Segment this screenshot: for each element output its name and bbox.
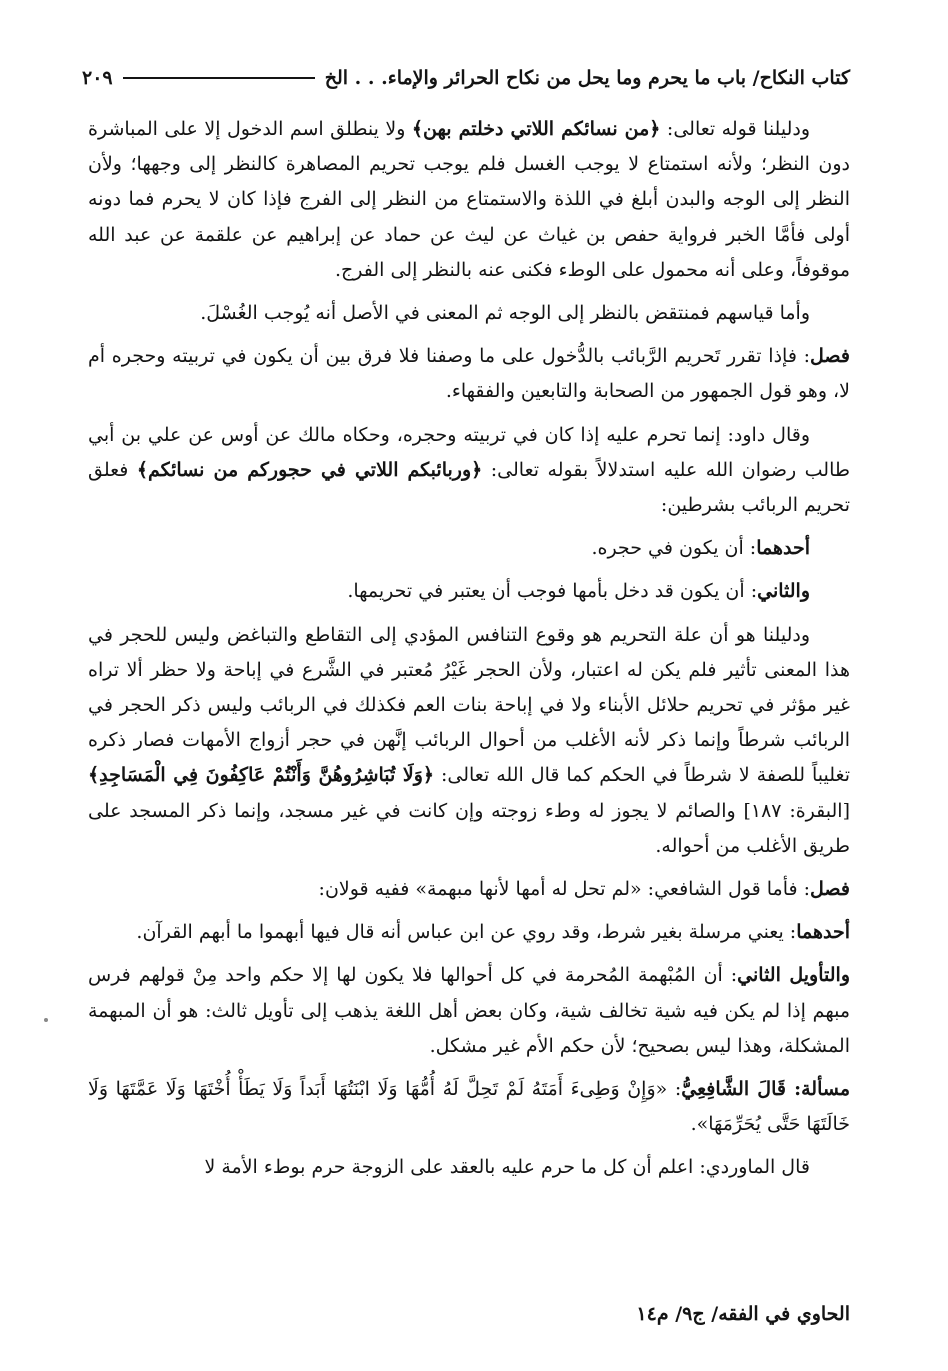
paragraph <box>88 958 850 1064</box>
text-run: : فأما قول الشافعي: «لم تحل له أمها لأنها مبهمة» ففيه قولان: <box>318 878 811 901</box>
bold-text: أحدهما <box>796 921 850 944</box>
bold-text: والتأويل الثاني <box>737 964 850 987</box>
paragraph <box>88 1072 850 1142</box>
bold-text: أحدهما <box>756 537 810 560</box>
bold-text: فصل <box>810 345 850 368</box>
text-run: : أن يكون في حجره. <box>591 537 757 560</box>
text-run: ولا ينطلق اسم الدخول إلا على المباشرة دون النظر؛ ولأنه استمتاع لا يوجب الغسل فلم يوجب تحريم المصاهرة كالنظر إلى وجهها؛ ولأن النظر إلى الوجه والبدن أبلغ في اللذة والاستمتاع من النظر إلى الفرج فإذا كان لا يحرم فما دونه أولى فأمَّا الخبر فرواية حفص بن غياث عن ليث عن حماد عن إبراهيم عن علقمة عن عبد الله موقوفاً، وعلى أنه محمول على الوطء فكنى عنه بالنظر إلى الفرج. <box>88 118 850 281</box>
text-run: ودليلنا هو أن علة التحريم هو وقوع التنافس المؤدي إلى التقاطع والتباغض وليس للحجر في هذا المعنى تأثير فلم يكن له اعتبار، ولأن الحجر غَيْرُ مُعتبر في الشَّرع في إباحة ولا حظر ألا تراه غير مؤثر في تحريم حلائل الأبناء ولا في إباحة بنات العم فكذلك في الربائب وليس ذكر الحجر في الربائب شرطاً وإنما ذكر لأنه الأغلب من أحوال الربائب إنَّهن في حجر أزواج الأمهات فصار ذكره تغليباً للصفة لا شرطاً في الحكم كما قال الله تعالى: <box>88 623 850 787</box>
text-run: وأما قياسهم فمنتقض بالنظر إلى الوجه ثم المعنى في الأصل أنه يُوجب الغُسْلَ. <box>200 302 810 325</box>
text-run: : أن المُبْهمة المُحرمة في كل أحوالها فلا يكون لها إلا حكم واحد مِنْ قولهم فرس مبهم إذا لم يكن فيه شية تخالف شية، وكان بعض أهل اللغة يذهب إلى تأويل ثالث: هو أن المبهمة المشكلة، وهذا ليس بصحيح؛ لأن حكم الأم غير مشكل. <box>88 964 850 1057</box>
paragraph <box>88 339 850 409</box>
bold-text: ﴿من نسائكم اللاتي دخلتم بهن﴾ <box>411 118 661 140</box>
text-run: : «وَإِنْ وَطِىءَ أَمَتَهُ لَمْ تَحِلَّ لَهُ أُمُّهَا وَلَا ابْنَتُهَا أَبَداً وَلَا يَطَأْ أُخْتَهَا وَلَا عَمَّتَهَا وَلَا خَالَتَهَا حَتَّى يُحَرِّمَهَا». <box>88 1078 850 1136</box>
paragraph <box>88 872 850 907</box>
body-text <box>88 112 850 1194</box>
text-run: : يعني مرسلة بغير شرط، وقد روي عن ابن عباس أنه قال فيها أبهموا ما أبهم القرآن. <box>136 921 797 944</box>
bold-text: ﴿وَلَا تُبَاشِرُوهُنَّ وَأَنْتُمْ عَاكِفُونَ فِي الْمَسَاجِدِ﴾ <box>88 764 435 787</box>
text-run: قال الماوردي: اعلم أن كل ما حرم عليه بالعقد على الزوجة حرم بوطء الأمة لا <box>204 1156 810 1179</box>
text-run: : فإذا تقرر تَحريم الرَّبائب بالدُّخول على ما وصفنا فلا فرق بين أن يكون في تربيته وحجره أم لا، وهو قول الجمهور من الصحابة والتابعين والفقهاء. <box>88 345 850 403</box>
text-run: ودليلنا قوله تعالى: <box>660 118 811 140</box>
paragraph <box>88 418 850 524</box>
paragraph <box>88 618 850 864</box>
paragraph <box>88 915 850 950</box>
bold-text: مسألة: <box>785 1078 850 1101</box>
text-run: وقال داود: إنما تحرم عليه إذا كان في تربيته وحجره، وحكاه مالك عن أوس عن علي بن أبي طالب رضوان الله عليه استدلالاً بقوله تعالى: <box>88 423 850 481</box>
text-run: : أن يكون قد دخل بأمها فوجب أن يعتبر في تحريمها. <box>347 580 758 603</box>
bold-text: ﴿وربائبكم اللاتي في حجوركم من نسائكم﴾ <box>136 458 483 481</box>
bold-text: والثاني <box>757 580 810 603</box>
paragraph <box>88 1150 850 1185</box>
page-number: ٢٠٩ <box>82 67 113 89</box>
header-rule <box>123 77 315 79</box>
text-run: فعلق تحريم الربائب بشرطين: <box>88 458 850 517</box>
bold-text: فصل <box>810 878 850 901</box>
chapter-title: كتاب النكاح/ باب ما يحرم وما يحل من نكاح الحرائر والإماء. . . الخ <box>324 67 850 89</box>
running-header <box>82 60 850 96</box>
paragraph <box>88 574 850 609</box>
book-reference: الحاوي في الفقه/ ج٩/ م١٤ <box>636 1303 850 1325</box>
paragraph <box>88 112 850 288</box>
text-run: [البقرة: ١٨٧] والصائم لا يجوز له وطء زوجته وإن كانت في غير مسجد، وإنما ذكر المسجد على طريق الأغلب من أحواله. <box>88 799 850 857</box>
paragraph <box>88 296 850 331</box>
margin-dot <box>44 1018 48 1022</box>
paragraph <box>88 531 850 566</box>
bold-text: قَالَ الشَّافِعِيُّ <box>681 1078 786 1101</box>
